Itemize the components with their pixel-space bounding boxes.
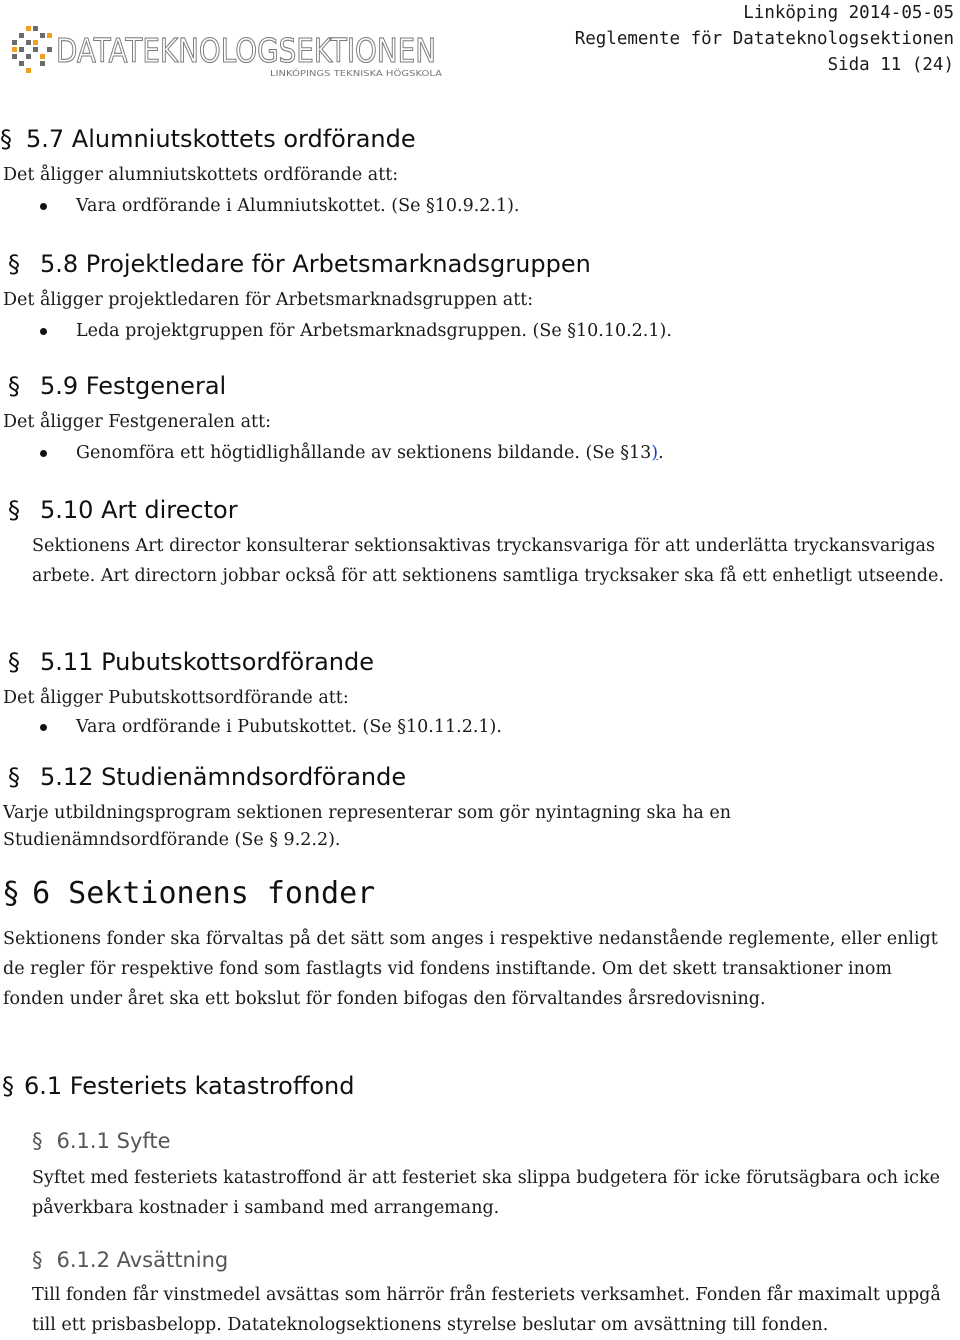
section-body: Sektionens Art director konsulterar sektionsaktivas tryckansvariga för att underlätta tryckansvarigas arbete. Art directorn jobbar också för att sektionens samtliga trycksaker ska få ett enhetligt utseende. — [32, 536, 944, 586]
section-symbol: § — [2, 1072, 14, 1100]
list-item — [0, 317, 960, 345]
list-item-text: Vara ordförande i Alumniutskottet. (Se §10.9.2.1). — [76, 196, 520, 216]
place-date: Linköping 2014-05-05 — [743, 3, 954, 23]
section-symbol: § — [2, 876, 21, 911]
document-meta — [575, 0, 954, 78]
section-heading — [0, 249, 960, 279]
section-title: 5.7 Alumniutskottets ordförande — [26, 125, 416, 153]
section-6-1 — [0, 1071, 960, 1101]
section-title: 6 Sektionens fonder — [32, 876, 376, 911]
section-title: 5.10 Art director — [40, 496, 238, 524]
section-title: 6.1.2 Avsättning — [56, 1248, 229, 1272]
bullet-icon — [40, 328, 47, 335]
section-body: Sektionens fonder ska förvaltas på det sätt som anges i respektive nedanstående reglemente, eller enligt de regler för respektive fond som fastlagts vid fondens instiftande. Om det skett transaktioner inom fonden under året ska ett bokslut för fonden bifogas den förvaltandes årsredovisning. — [3, 929, 938, 1009]
section-heading — [0, 371, 960, 401]
section-title: 5.8 Projektledare för Arbetsmarknadsgruppen — [40, 250, 591, 278]
section-symbol: § — [32, 1248, 43, 1272]
section-5-10 — [0, 495, 960, 591]
section-heading — [0, 124, 960, 154]
page-number: Sida 11 (24) — [827, 55, 954, 75]
section-heading — [0, 876, 960, 912]
list-item — [0, 439, 960, 467]
section-symbol: § — [0, 125, 12, 153]
document-title: Reglemente för Datateknologsektionen — [574, 29, 954, 49]
section-intro: Det åligger alumniutskottets ordförande att: — [3, 165, 399, 185]
section-symbol: § — [8, 496, 20, 524]
section-title: 6.1 Festeriets katastroffond — [24, 1072, 355, 1100]
section-heading — [0, 1246, 960, 1274]
tracked-change-mark: ) — [651, 443, 659, 463]
section-body: Varje utbildningsprogram sektionen representerar som gör nyintagning ska ha en Studienämndsordförande (Se § 9.2.2). — [3, 803, 732, 850]
list-item-text: Vara ordförande i Pubutskottet. (Se §10.11.2.1). — [76, 717, 502, 737]
section-heading — [0, 1071, 960, 1101]
section-heading — [0, 495, 960, 525]
section-symbol: § — [8, 250, 20, 278]
section-5-9 — [0, 371, 960, 467]
section-intro: Det åligger Pubutskottsordförande att: — [3, 688, 349, 708]
section-logo — [10, 18, 440, 80]
section-5-11 — [0, 647, 960, 741]
section-symbol: § — [32, 1129, 43, 1153]
section-6-1-2 — [0, 1246, 960, 1340]
section-5-7 — [0, 124, 960, 220]
logo-text: DATATEKNOLOGSEKTIONEN — [56, 31, 436, 70]
bullet-icon — [40, 203, 47, 210]
logo-subtext: LINKÖPINGS TEKNISKA HÖGSKOLA — [270, 69, 408, 78]
section-heading — [0, 762, 960, 792]
section-title: 5.11 Pubutskottsordförande — [40, 648, 375, 676]
section-title: 5.12 Studienämndsordförande — [40, 763, 407, 791]
bullet-icon — [40, 450, 47, 457]
section-intro: Det åligger Festgeneralen att: — [3, 412, 272, 432]
bullet-icon — [40, 724, 47, 731]
list-item-text: Genomföra ett högtidlighållande av sektionens bildande. (Se §13). — [76, 443, 664, 463]
section-5-8 — [0, 249, 960, 345]
section-symbol: § — [8, 763, 20, 791]
section-5-12 — [0, 762, 960, 854]
section-title: 6.1.1 Syfte — [56, 1129, 171, 1153]
section-title: 5.9 Festgeneral — [40, 372, 227, 400]
section-intro: Det åligger projektledaren för Arbetsmarknadsgruppen att: — [3, 290, 534, 310]
section-6 — [0, 876, 960, 1014]
section-symbol: § — [8, 372, 20, 400]
section-heading — [0, 1127, 960, 1155]
section-body: Syftet med festeriets katastroffond är att festeriet ska slippa budgetera för icke förutsägbara och icke påverkbara kostnader i samband med arrangemang. — [32, 1168, 940, 1218]
list-item — [0, 192, 960, 220]
section-6-1-1 — [0, 1127, 960, 1223]
list-item-text: Leda projektgruppen för Arbetsmarknadsgruppen. (Se §10.10.2.1). — [76, 321, 672, 341]
section-body: Till fonden får vinstmedel avsättas som härrör från festeriets verksamhet. Fonden får maximalt uppgå till ett prisbasbelopp. Datateknologsektionens styrelse beslutar om avsättning till fonden. — [32, 1285, 941, 1335]
section-symbol: § — [8, 648, 20, 676]
list-item — [0, 713, 960, 741]
section-heading — [0, 647, 960, 677]
